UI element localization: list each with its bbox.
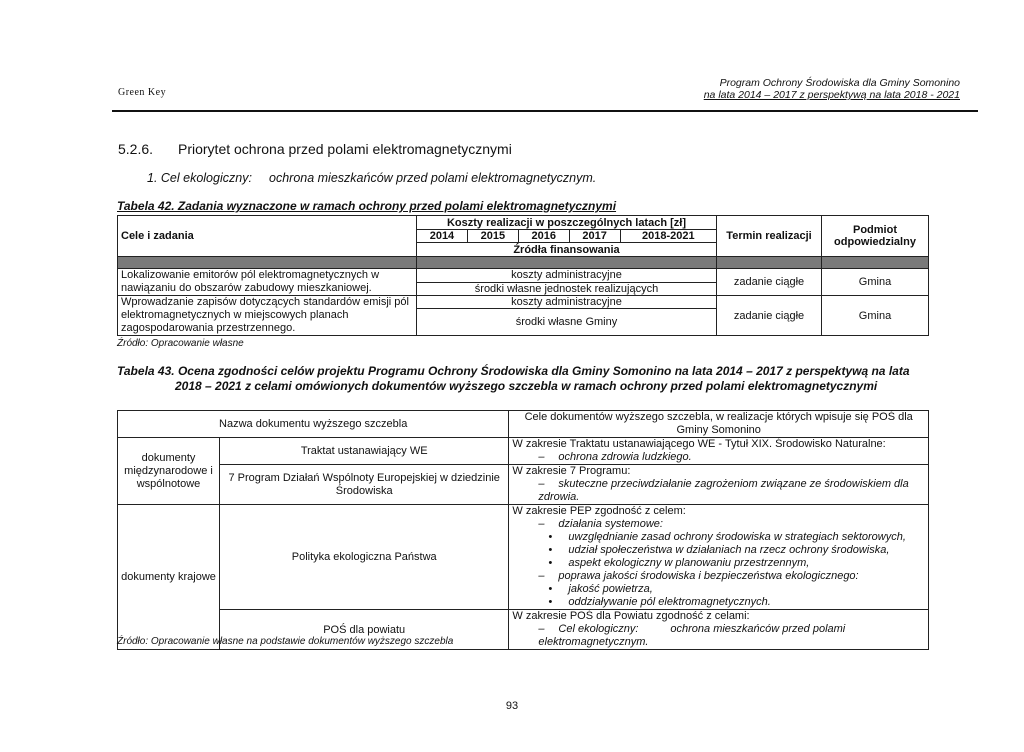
goal-item-text: ochrona zdrowia ludzkiego.: [558, 451, 692, 463]
goal-cell: [509, 465, 929, 505]
year-cell: 2018-2021: [620, 230, 716, 243]
col-header-sources: Źródła finansowania: [417, 243, 717, 257]
term-cell: zadanie ciągłe: [717, 296, 822, 336]
goal-value: ochrona mieszkańców przed polami elektromagnetycznym.: [269, 171, 597, 185]
entity-cell: Gmina: [822, 296, 929, 336]
goal-item-value: ochrona mieszkańców przed polami elektromagnetycznym.: [538, 623, 846, 648]
bullet-text: aspekt ekologiczny w planowaniu przestrzennym,: [568, 557, 810, 569]
table43-caption-number: Tabela 43.: [117, 364, 175, 378]
header-left-brand: Green Key: [118, 87, 167, 98]
goal-subitem-text: poprawa jakości środowiska i bezpieczeństwa ekologicznego:: [558, 570, 859, 582]
bullet-text: jakość powietrza,: [568, 583, 653, 595]
col-header-goals: Cele dokumentów wyższego szczebla, w realizacje których wpisuje się POŚ dla Gminy Somonino: [509, 411, 929, 438]
table-row: [118, 438, 929, 465]
year-cell: 2015: [467, 230, 518, 243]
goal-line: W zakresie 7 Programu:: [512, 465, 631, 477]
table-row: [118, 296, 929, 309]
year-cell: 2016: [518, 230, 569, 243]
bullet-item: • oddziaływanie pól elektromagnetycznych.: [548, 596, 771, 608]
goal-item-label: Cel ekologiczny:: [558, 623, 639, 635]
doc-name-cell: 7 Program Działań Wspólnoty Europejskiej w dziedzinie Środowiska: [220, 465, 509, 505]
table-42: [117, 215, 929, 336]
task-cell: Wprowadzanie zapisów dotyczących standardów emisji pól elektromagnetycznych w miejscowych planach zagospodarowania przestrzennego.: [118, 296, 417, 336]
header-rule: [112, 110, 978, 112]
bullet-text: oddziaływanie pól elektromagnetycznych.: [568, 596, 771, 608]
goal-item: – skuteczne przeciwdziałanie zagrożeniom związane ze środowiskiem dla zdrowia.: [538, 478, 909, 503]
bullet-item: • uwzględnianie zasad ochrony środowiska w strategiach sektorowych,: [548, 531, 906, 543]
goal-cell: [509, 610, 929, 650]
source-cell: środki własne Gminy: [417, 309, 717, 336]
goal-subitem-text: działania systemowe:: [558, 518, 663, 530]
col-header-tasks: Cele i zadania: [118, 216, 417, 257]
group-national: dokumenty krajowe: [118, 505, 220, 650]
col-header-doc: Nazwa dokumentu wyższego szczebla: [118, 411, 509, 438]
shaded-separator-row: [118, 257, 929, 269]
goal-item-text: skuteczne przeciwdziałanie zagrożeniom związane ze środowiskiem dla zdrowia.: [538, 478, 909, 503]
bullet-item: • aspekt ekologiczny w planowaniu przestrzennym,: [548, 557, 810, 569]
bullet-item: • jakość powietrza,: [548, 583, 653, 595]
header-title-line2: na lata 2014 – 2017 z perspektywą na lata 2018 - 2021: [703, 89, 960, 101]
goal-cell: [509, 438, 929, 465]
cost-cell: koszty administracyjne: [417, 269, 717, 283]
table43-caption-text: [117, 364, 935, 394]
doc-name-cell: Traktat ustanawiający WE: [220, 438, 509, 465]
goal-line: W zakresie Traktatu ustanawiającego WE - Tytuł XIX. Środowisko Naturalne:: [512, 438, 886, 450]
table-row: [118, 505, 929, 610]
table42-source-note: Źródło: Opracowanie własne: [117, 338, 244, 349]
table43-caption: Ocena zgodności celów projektu Programu Ochrony Środowiska dla Gminy Somonino na lata 2014 – 2017 z perspektywą na lata 2018 – 2021 z celami omówionych dokumentów wyższego szczebla w ramach ochrony przed polami elektromagnetycznymi: [175, 364, 910, 393]
bullet-text: uwzględnianie zasad ochrony środowiska w strategiach sektorowych,: [568, 531, 906, 543]
doc-name-cell: POŚ dla powiatu: [220, 610, 509, 650]
col-header-term: Termin realizacji: [717, 216, 822, 257]
goal-cell: [509, 505, 929, 610]
goal-subitem: – poprawa jakości środowiska i bezpieczeństwa ekologicznego:: [538, 570, 859, 582]
goal-line: W zakresie POŚ dla Powiatu zgodność z celami:: [512, 610, 750, 622]
table-row: [118, 465, 929, 505]
page-number: 93: [505, 700, 519, 712]
section-title: Priorytet ochrona przed polami elektromagnetycznymi: [178, 141, 512, 157]
source-cell: środki własne jednostek realizujących: [417, 282, 717, 296]
table43-source-note: Źródło: Opracowanie własne na podstawie dokumentów wyższego szczebla: [117, 636, 454, 647]
bullet-item: • udział społeczeństwa w działaniach na rzecz ochrony środowiska,: [548, 544, 890, 556]
entity-cell: Gmina: [822, 269, 929, 296]
table-row: [118, 269, 929, 283]
term-cell: zadanie ciągłe: [717, 269, 822, 296]
goal-subitem: – działania systemowe:: [538, 518, 663, 530]
col-header-costs: Koszty realizacji w poszczególnych latach [zł]: [417, 216, 717, 230]
cost-cell: koszty administracyjne: [417, 296, 717, 309]
header-right-title: [704, 77, 960, 101]
header-title-line1: Program Ochrony Środowiska dla Gminy Somonino: [719, 77, 960, 89]
year-cell: 2017: [569, 230, 620, 243]
goal-line: W zakresie PEP zgodność z celem:: [512, 505, 686, 517]
goal-label: 1. Cel ekologiczny:: [147, 171, 252, 185]
table42-caption: Tabela 42. Zadania wyznaczone w ramach ochrony przed polami elektromagnetycznymi: [117, 199, 617, 213]
doc-name-cell: Polityka ekologiczna Państwa: [220, 505, 509, 610]
goal-item: – Cel ekologiczny: ochrona mieszkańców przed polami elektromagnetycznym.: [538, 623, 846, 648]
section-number: 5.2.6.: [118, 141, 154, 157]
task-cell: Lokalizowanie emitorów pól elektromagnetycznych w nawiązaniu do obszarów zabudowy mieszkaniowej.: [118, 269, 417, 296]
bullet-text: udział społeczeństwa w działaniach na rzecz ochrony środowiska,: [568, 544, 890, 556]
col-header-entity: Podmiot odpowiedzialny: [822, 216, 929, 257]
table-43: [117, 410, 929, 650]
goal-item: – ochrona zdrowia ludzkiego.: [538, 451, 692, 463]
group-intl: dokumenty międzynarodowe i wspólnotowe: [118, 438, 220, 505]
year-cell: 2014: [417, 230, 468, 243]
